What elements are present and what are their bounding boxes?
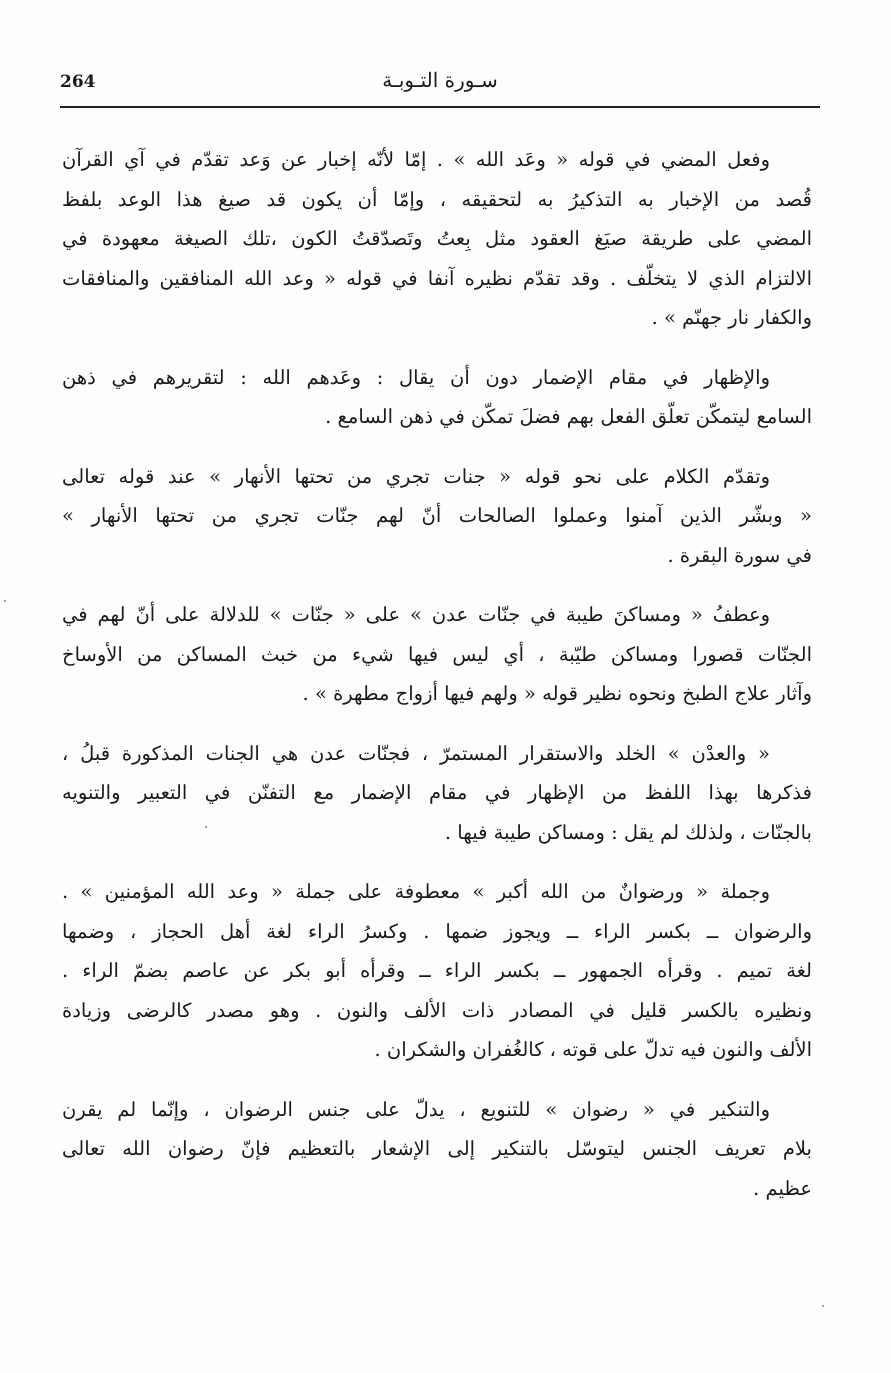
page-number: 264 [60, 72, 96, 92]
text-line: والرضوان ــ بكسر الراء ــ ويجوز ضمها . وكسرُ الراء لغة أهل الحجاز ، وضمها [62, 919, 812, 943]
body-text [62, 140, 812, 1228]
paragraph-6 [62, 872, 812, 1070]
text-line: بالجنّات ، ولذلك لم يقل : ومساكن طيبة فيها . [444, 820, 812, 844]
text-line: والكفار نار جهنّم » . [651, 306, 812, 329]
text-line: ونظيره بالكسر قليل في المصادر ذات الألف والنون . وهو مصدر كالرضى وزيادة [62, 998, 812, 1022]
text-line: « وبشّر الذين آمنوا وعملوا الصالحات أنّ لهم جنّات تجري من تحتها الأنهار » [62, 504, 812, 527]
text-line: وجملة « ورضوانٌ من الله أكبر » معطوفة على جملة « وعد الله المؤمنين » . [62, 880, 770, 903]
paragraph-7 [62, 1090, 812, 1209]
text-line: وفعل المضي في قوله « وعَد الله » . إمّا لأنّه إخبار عن وَعد تقدّم في آي القرآن [62, 148, 770, 171]
text-line: الالتزام الذي لا يتخلّف . وقد تقدّم نظيره آنفا في قوله « وعد الله المنافقين والمنافقات [62, 266, 812, 290]
text-line: وآثار علاج الطبخ ونحوه نظير قوله « ولهم فيها أزواج مطهرة » . [302, 682, 812, 705]
text-line: والإظهار في مقام الإضمار دون أن يقال : وعَدهم الله : لتقريرهم في ذهن [62, 365, 770, 389]
text-line: قُصد من الإخبار به التذكيرُ به لتحقيقه ، وإمّا أن يكون قد صيغ هذا الوعد بلفظ [62, 187, 812, 211]
text-line: « والعدْن » الخلد والاستقرار المستمرّ ، فجنّات عدن هي الجنات المذكورة قبلُ ، [62, 741, 770, 765]
scan-speck [4, 600, 6, 602]
scan-speck [822, 1305, 824, 1307]
paragraph-5 [62, 734, 812, 853]
text-line: الجنّات قصورا ومساكن طيّبة ، أي ليس فيها شيء من خبث المساكن من الأوساخ [62, 642, 812, 666]
header-rule [60, 106, 820, 108]
text-line: وتقدّم الكلام على نحو قوله « جنات تجري من تحتها الأنهار » عند قوله تعالى [62, 464, 770, 488]
scan-speck [205, 826, 207, 828]
text-line: والتنكير في « رضوان » للتنويع ، يدلّ على جنس الرضوان ، وإنّما لم يقرن [62, 1097, 770, 1121]
text-line: بلام تعريف الجنس ليتوسّل بالتنكير إلى الإشعار بالتعظيم فإنّ رضوان الله تعالى [62, 1137, 812, 1160]
text-line: عظيم . [753, 1176, 812, 1200]
text-line: السامع ليتمكّن تعلّق الفعل بهم فضلَ تمكّن في ذهن السامع . [325, 405, 812, 428]
running-title: سـورة التـوبـة [382, 68, 498, 92]
text-line: المضي على طريقة صيَغ العقود مثل بِعتُ وتَصدّقتُ الكون ،تلك الصيغة معهودة في [62, 227, 812, 250]
paragraph-3 [62, 457, 812, 576]
page-header [60, 60, 820, 110]
text-line: الألف والنون فيه تدلّ على قوته ، كالغُفران والشكران . [374, 1038, 812, 1061]
paragraph-2 [62, 358, 812, 437]
text-line: فذكرها بهذا اللفظ من الإظهار في مقام الإضمار مع التفنّن في التعبير والتنويه [62, 781, 812, 804]
text-line: لغة تميم . وقرأه الجمهور ــ بكسر الراء ــ وقرأه أبو بكر عن عاصم بضمّ الراء . [62, 959, 812, 982]
text-line: وعطفُ « ومساكنَ طيبة في جنّات عدن » على « جنّات » للدلالة على أنّ لهم في [62, 603, 770, 626]
paragraph-1 [62, 140, 812, 338]
paragraph-4 [62, 595, 812, 714]
text-line: في سورة البقرة . [667, 543, 812, 567]
